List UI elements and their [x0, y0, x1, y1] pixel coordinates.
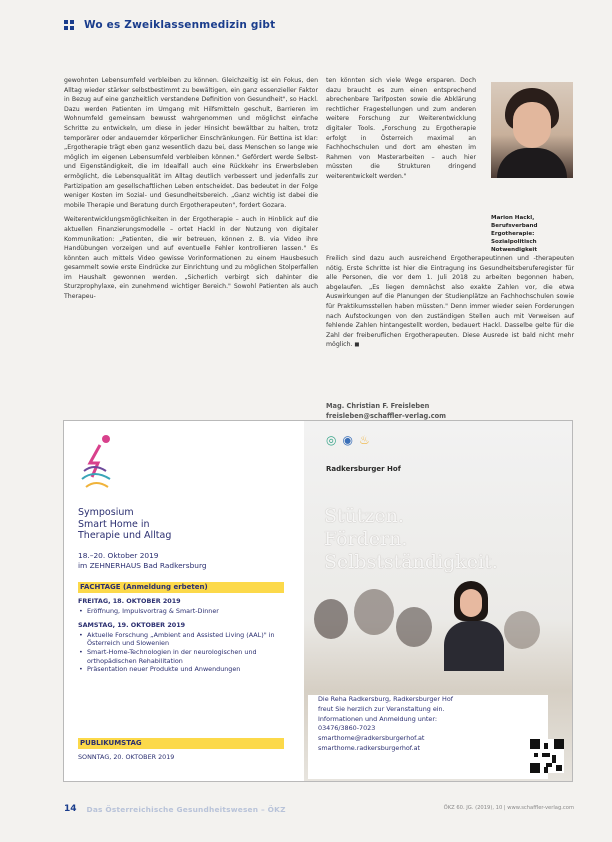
article-paragraph: ten könnten sich viele Wege ersparen. Doch dazu braucht es zum einen entsprechend abrechenbare Tarifposten sowie die Abklärung rechtlicher Fragestellungen und zum anderen weitere Forschung zur Weiterentwicklung digitaler Tools. „Forschung zu Ergotherapie erfolgt in Österreich maximal an Fachhochschulen und dort am ehesten im Rahmen von Masterarbeiten – auch hier müssten die Strukturen dringend weiterentwickelt werden." [326, 77, 476, 180]
ad-contact-info [308, 695, 548, 779]
article-paragraph: gewohnten Lebensumfeld verbleiben zu können. Gleichzeitig ist ein Fokus, den Alltag wieder stärker selbstbestimmt zu bewältigen, ein ganz essenzieller Faktor in Bezug auf eine ganzheitlich verstandene Definition von Gesundheit", so Hackl. Dazu werden Patienten im Umgang mit Hilfsmitteln geschult, Barrieren im Wohnumfeld gemeinsam bewusst wahrgenommen und möglichst einfache Schritte zu entwickeln, um diese in jeder Hinsicht bewältbar zu halten, trotz temporärer oder andauernder körperlicher Einschränkungen. Für Bettina ist klar: „Ergotherapie trägt eben ganz wesentlich dazu bei, dass Menschen so lange wie möglich im eigenen Lebensumfeld verbleiben können." Gefördert werde Selbst- und Eigenständigkeit, die im Idealfall auch eine Rückkehr ins Erwerbsleben ermöglicht, die Lebensqualität im Alltag deutlich verbessert und jedenfalls zur Partizipation am gesellschaftlichen Leben entscheidet. Das bedeutet in der Folge weniger Kosten im Sozial- und Gesundheitsbereich. „Ganz wichtig ist dabei die mobile Therapie und Beratung durch Ergotherapeuten", fordert Gozara. [64, 77, 318, 209]
program-item: • Aktuelle Forschung „Ambient and Assisted Living (AAL)" in Österreich und Slowenien [78, 631, 288, 648]
symposium-title [78, 507, 288, 542]
symposium-title-line: Smart Home in [78, 518, 150, 530]
caption-name: Marion Hackl, [491, 215, 535, 221]
article-paragraph: Weiterentwicklungsmöglichkeiten in der Ergotherapie – auch in Hinblick auf die aktuellen Finanzierungsmodelle – ortet Hackl in der Nutzung von digitaler Kommunikation: „Patienten, die wir betreuen, können z. B. via Video ihre Handübungen vorzeigen und auf eventuelle Fehler kontrollieren lassen." Es könnten auch mittels Video gewisse Vorinformationen zu einem Hausbesuch gesammelt sowie erste Eindrücke zur Einrichtung und zu möglichen Stolperfallen im Haushalt gewonnen werden. „Sicherlich verbirgt sich dahinter die Sturzprophylaxe, ein zunehmend wichtiger Bereich." Sowohl Patienten als auch Therapeu- [64, 216, 318, 301]
issue-info: ÖKZ 60. JG. (2019), 10 | www.schaffler-verlag.com [443, 805, 574, 811]
fachtage-band: FACHTAGE (Anmeldung erbeten) [78, 582, 284, 593]
author-byline [326, 401, 446, 421]
day-heading: SAMSTAG, 19. OKTOBER 2019 [78, 621, 186, 630]
contact-text [318, 695, 486, 754]
caption-line: Notwendigkeit [491, 247, 538, 253]
portrait-photo [491, 82, 573, 178]
symposium-label: Symposium [78, 507, 134, 518]
photo-caption [491, 214, 573, 254]
article-paragraph: Freilich sind dazu auch ausreichend Ergotherapeutinnen und -therapeuten nötig. Erste Schritte ist hier die Eintragung ins Gesundheitsberuferegister für alle Personen, die vor dem 1. Juli 2018 zu arbeiten begonnen haben, abgelaufen. „Es liegen demnächst also exakte Zahlen vor, die etwa Auswirkungen auf die Planungen der Studienplätze an Fachhochschulen sowie für Praktikumsstellen haben müssten." Denn immer wieder seien Forderungen nach Aufstockungen von den zuständigen Stellen auch mit Verweisen auf fehlende Zahlen hintangestellt worden, bedauert Hackl. Dasselbe gelte für die Zahl der freiberuflichen Ergotherapeuten. Diese Ausrede ist bald nicht mehr möglich. ◼ [326, 255, 574, 349]
caption-line: Berufsverband [491, 223, 538, 229]
author-email[interactable]: freisleben@schaffler-verlag.com [326, 412, 447, 420]
section-dots-icon [64, 20, 74, 30]
publikumstag-band: PUBLIKUMSTAG [78, 738, 284, 749]
qr-code-icon[interactable] [530, 739, 564, 773]
advertisement [63, 420, 573, 782]
contact-line: freut Sie herzlich zur Veranstaltung ein. [318, 704, 445, 713]
brand-logo-icon: ◎ ◉ ♨ [326, 433, 370, 447]
page-number: 14 [64, 804, 77, 814]
venue-line: im ZEHNERHAUS Bad Radkersburg [78, 561, 207, 570]
fachtage-program [78, 596, 288, 674]
publication-name: Das Österreichische Gesundheitswesen – ÖKZ [86, 804, 286, 814]
day-heading: FREITAG, 18. OKTOBER 2019 [78, 597, 181, 605]
contact-email: smarthome@radkersburgerhof.at [318, 734, 425, 743]
ad-event-panel [64, 421, 304, 781]
author-name: Mag. Christian F. Freisleben [326, 402, 430, 410]
caption-line: Ergotherapie: [491, 231, 535, 237]
page-header [64, 14, 584, 36]
slogan-line: Fördern. [324, 528, 408, 550]
symposium-logo-icon [80, 433, 116, 491]
contact-website: smarthome.radkersburgerhof.at [318, 743, 421, 752]
slogan-line: Selbstständigkeit. [324, 551, 498, 573]
program-item: • Präsentation neuer Produkte und Anwendungen [78, 665, 288, 674]
article-column-right-top [326, 76, 476, 187]
contact-phone: 03476/3860-7023 [318, 724, 376, 733]
symposium-date [78, 551, 298, 571]
symposium-title-line: Therapie und Alltag [78, 530, 172, 541]
program-item: • Smart-Home-Technologien in der neurologischen und orthopädischen Rehabilitation [78, 648, 288, 665]
slogan-line: Stützen. [324, 505, 405, 527]
caption-line: Sozialpolitisch [491, 239, 537, 245]
brand-name: Radkersburger Hof [326, 465, 401, 473]
contact-line: Die Reha Radkersburg, Radkersburger Hof [318, 695, 453, 703]
article-column-right-bottom [326, 254, 574, 355]
day-heading: SONNTAG, 20. OKTOBER 2019 [78, 753, 175, 761]
audience-image [304, 581, 572, 671]
ad-slogan [324, 505, 498, 574]
section-title: Wo es Zweiklassenmedizin gibt [84, 19, 276, 31]
publikumstag-date [78, 753, 288, 762]
page-footer [64, 802, 574, 816]
article-column-left [64, 76, 318, 307]
contact-line: Informationen und Anmeldung unter: [318, 714, 438, 723]
date-line: 18.–20. Oktober 2019 [78, 551, 159, 560]
program-item: • Eröffnung, Impulsvortrag & Smart-Dinner [78, 607, 288, 616]
presenter-image [444, 581, 524, 671]
